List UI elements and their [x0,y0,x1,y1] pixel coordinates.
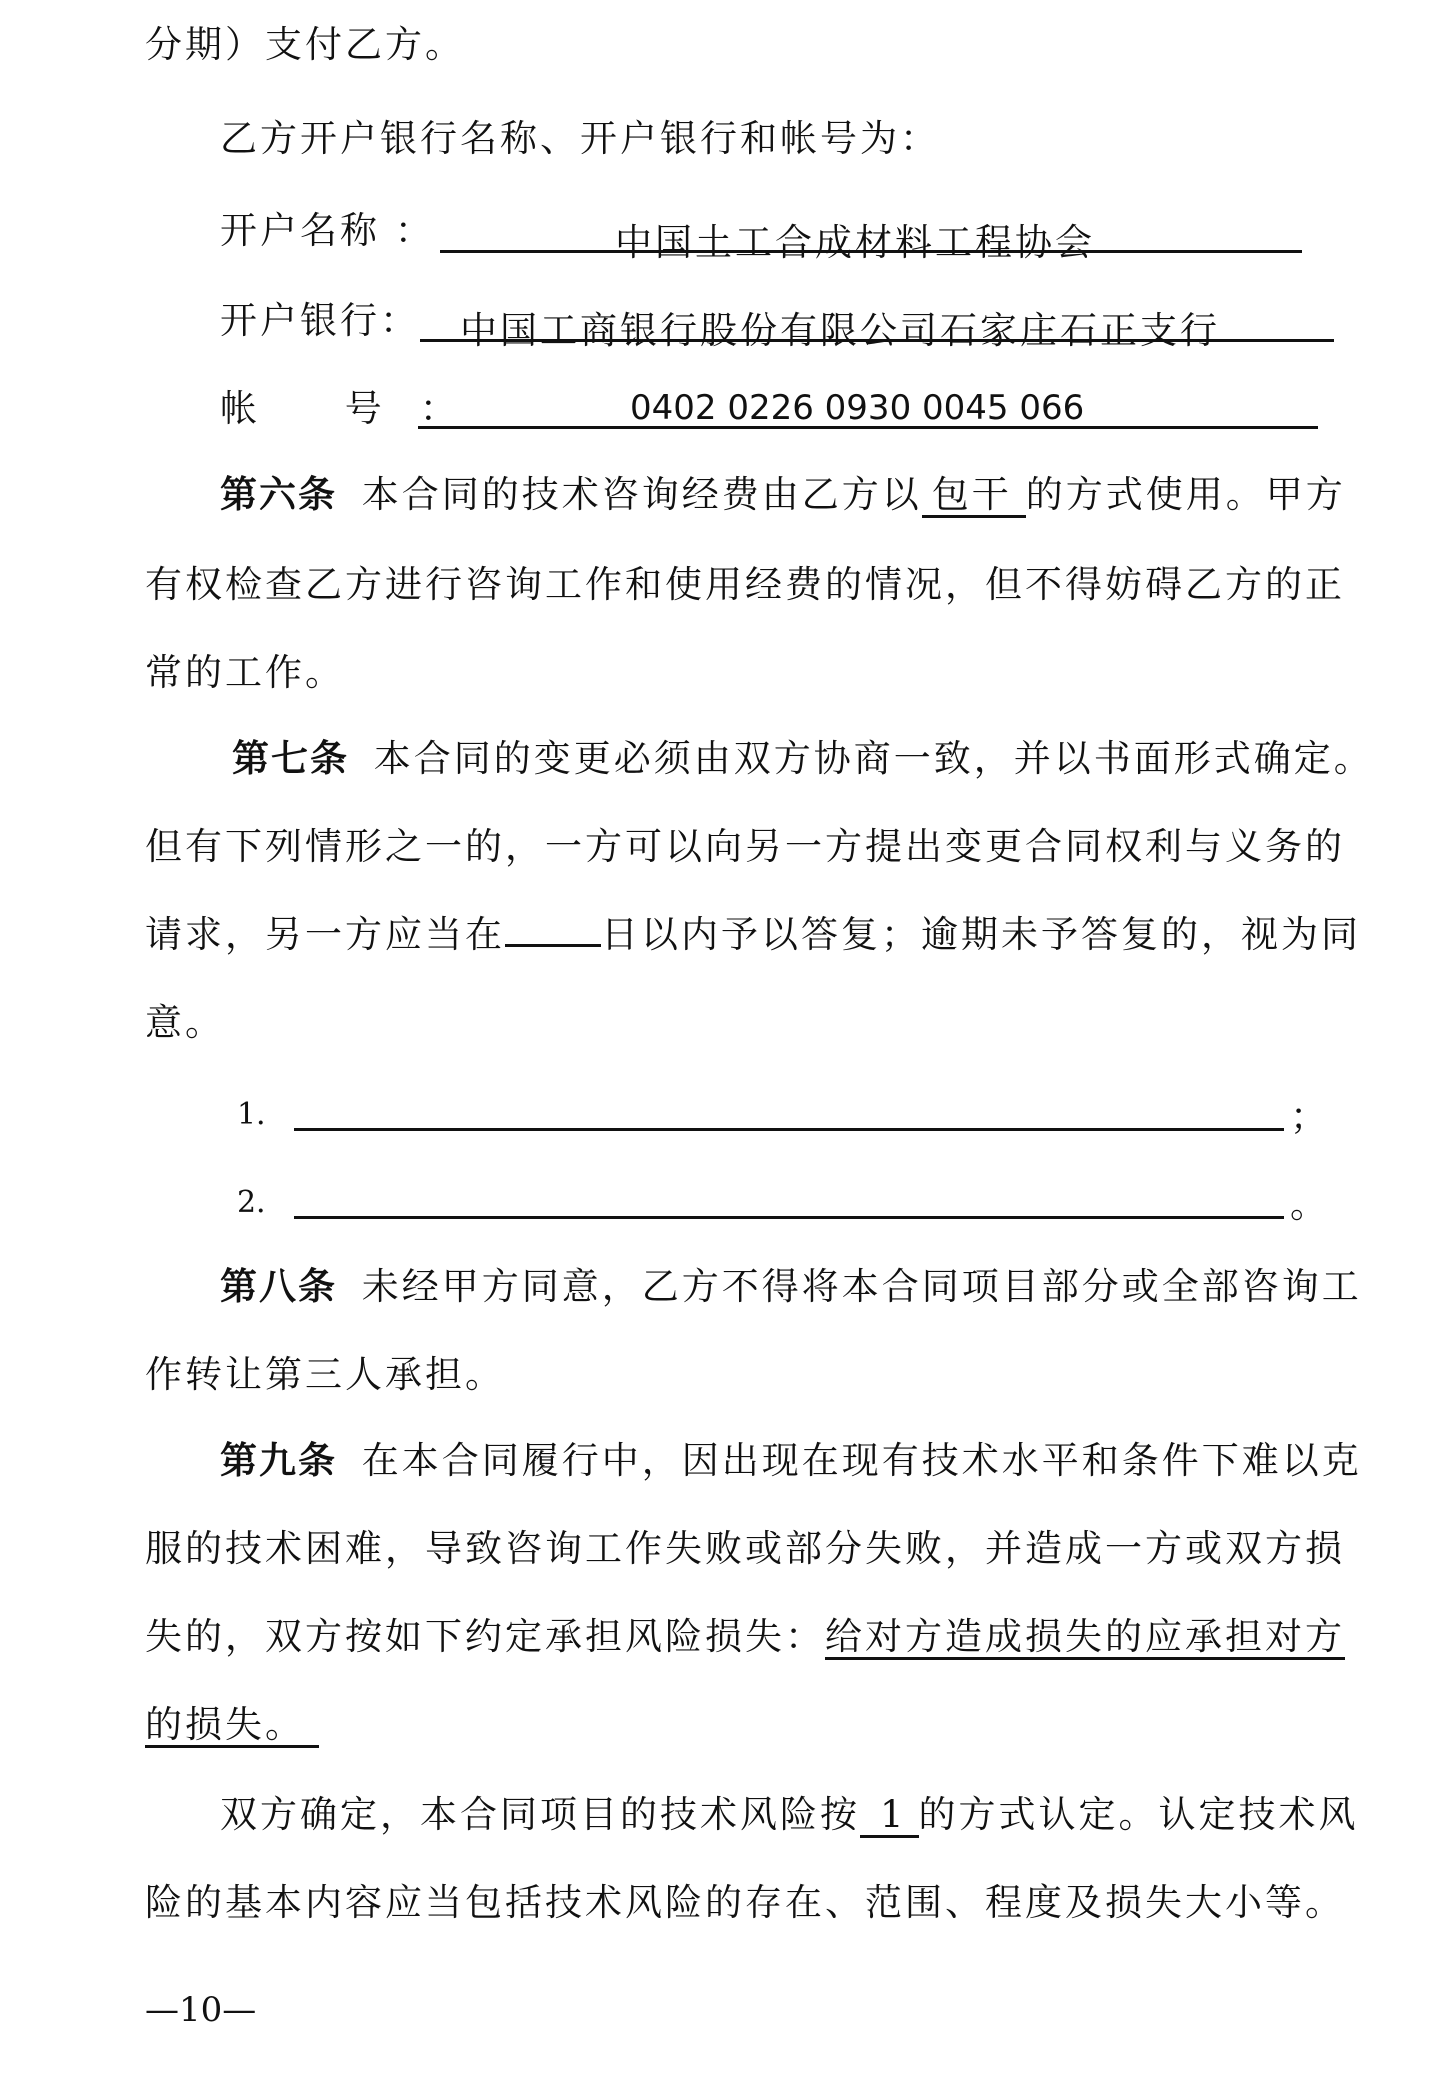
article-7-line-1 [232,734,1374,784]
article-9-line-4 [145,1700,319,1750]
article-6-line-1 [220,470,1346,520]
article-7-days-blank [505,944,601,947]
article-9-line-3 [145,1612,1345,1662]
account-name-value: 中国土工合成材料工程协会 [615,221,1095,264]
risk-line-1 [220,1790,1359,1840]
risk-text-a: 双方确定，本合同项目的技术风险按 [220,1793,860,1836]
article-9-underlined-text-end: 的损失。 [145,1705,319,1748]
bank-name-value: 中国工商银行股份有限公司石家庄石正支行 [460,309,1220,352]
article-6-text-a: 本合同的技术咨询经费由乙方以 [361,473,922,516]
article-9-text: 在本合同履行中，因出现在现有技术水平和条件下难以克 [361,1439,1362,1482]
article-8-line-2: 作转让第三人承担。 [145,1353,505,1396]
article-9-underlined-text: 给对方造成损失的应承担对方 [825,1615,1345,1658]
article-7-line-2: 但有下列情形之一的，一方可以向另一方提出变更合同权利与义务的 [145,825,1345,868]
risk-method-blank: 1 [860,1795,919,1838]
article-8-text: 未经甲方同意，乙方不得将本合同项目部分或全部咨询工 [361,1265,1362,1308]
article-7-text-a: 请求，另一方应当在 [145,913,505,956]
account-number-label: 帐 号： [220,387,495,430]
article-8-line-1 [220,1262,1362,1312]
paragraph-line: 分期）支付乙方。 [145,23,465,66]
item-1-number: 1． [237,1097,287,1132]
article-7-text-b: 日以内予以答复；逾期未予答复的，视为同 [601,913,1361,956]
article-9-line-2: 服的技术困难，导致咨询工作失败或部分失败，并造成一方或双方损 [145,1527,1345,1570]
bank-name-label: 开户银行： [220,299,420,342]
item-2-end: 。 [1290,1183,1330,1226]
item-2-number: 2． [237,1185,287,1220]
article-6-heading: 第六条 [220,473,337,516]
risk-text-b: 的方式认定。认定技术风 [918,1793,1359,1836]
risk-line-2: 险的基本内容应当包括技术风险的存在、范围、程度及损失大小等。 [145,1881,1345,1924]
page-number: —10— [145,1990,257,2030]
bank-intro-line: 乙方开户银行名称、开户银行和帐号为： [220,117,940,160]
item-1-blank-line [294,1128,1284,1131]
article-6-blank: 包干 [922,475,1026,518]
article-9-heading: 第九条 [220,1439,337,1482]
item-2-blank-line [294,1216,1284,1219]
article-6-line-2: 有权检查乙方进行咨询工作和使用经费的情况，但不得妨碍乙方的正 [145,563,1345,606]
article-7-heading: 第七条 [232,737,349,780]
article-7-line-3 [145,910,1361,960]
article-8-heading: 第八条 [220,1265,337,1308]
article-9-text-a: 失的，双方按如下约定承担风险损失： [145,1615,825,1658]
item-1-end: ； [1290,1095,1330,1138]
article-6-line-3: 常的工作。 [145,651,345,694]
article-9-line-1 [220,1436,1362,1486]
article-7-text: 本合同的变更必须由双方协商一致，并以书面形式确定。 [373,737,1374,780]
article-6-text-b: 的方式使用。甲方 [1025,473,1346,516]
account-number-value: 0402 0226 0930 0045 066 [630,388,1085,428]
article-7-line-4: 意。 [145,1001,225,1044]
account-name-label: 开户名称 ： [220,209,435,252]
